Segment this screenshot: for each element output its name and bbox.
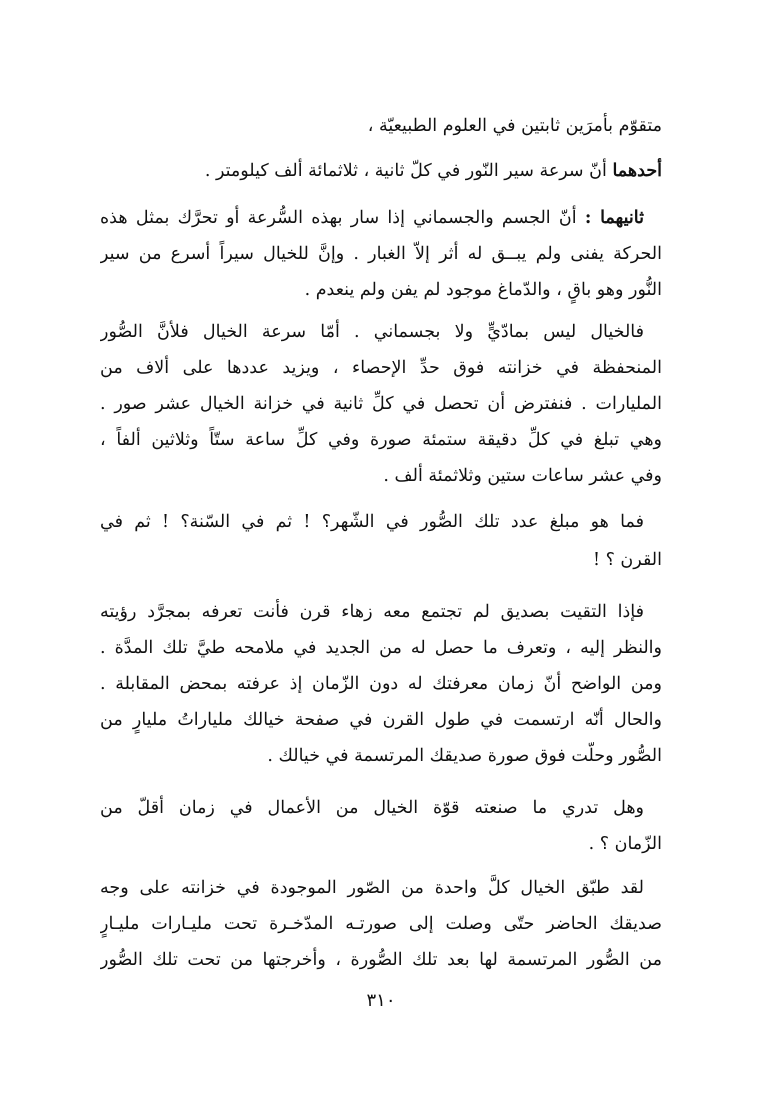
- text-span: أنّ سرعة سير النّور في كلّ ثانية ، ثلاثمائة ألف كيلومتر .: [204, 161, 607, 181]
- text-line: النُّور وهو باقٍ ، والدّماغ موجود لم يفن ولم ينعدم .: [304, 280, 662, 300]
- text-line: والحال أنّه ارتسمت في طول القرن في صفحة خيالك ملياراتُ مليارٍ من: [100, 710, 662, 730]
- text-line: وهل تدري ما صنعته قوّة الخيال من الأعمال في زمان أقلّ من: [100, 798, 644, 818]
- text-line: صديقك الحاضر حتّى وصلت إلى صورتـه المدّخـرة تحت مليـارات مليـارٍ: [100, 914, 662, 934]
- text-line: لقد طبّق الخيال كلَّ واحدة من الصّور الموجودة في خزانته على وجه: [100, 878, 644, 898]
- text-line: فما هو مبلغ عدد تلك الصُّور في الشّهر؟ ! ثم في السّنة؟ ! ثم في: [100, 512, 644, 532]
- text-line: المنحفظة في خزانته فوق حدِّ الإحصاء ، ويزيد عددها على ألاف من: [100, 358, 662, 378]
- page-number: ٣١٠: [366, 990, 396, 1011]
- text-span: أنّ الجسم والجسماني إذا سار بهذه السُّرعة أو تحرَّك بمثل هذه: [100, 208, 577, 228]
- text-line: فإذا التقيت بصديق لم تجتمع معه زهاء قرن فأنت تعرفه بمجرَّد رؤيته: [100, 602, 644, 622]
- text-line: ومن الواضح أنّ زمان معرفتك له دون الزّمان إذ عرفته بمحض المقابلة .: [100, 674, 662, 694]
- text-line: الصُّور وحلّت فوق صورة صديقك المرتسمة في خيالك .: [267, 746, 662, 766]
- text-line: الحركة يفنى ولم يبــق له أثر إلاّ الغبار . وإنَّ للخيال سيراً أسرع من سير: [100, 244, 662, 264]
- lead-word: ثانيهما :: [584, 208, 644, 228]
- text-line: [100, 157, 662, 185]
- lead-word: أحدهما: [612, 161, 662, 181]
- text-line: وهي تبلغ في كلِّ دقيقة ستمئة صورة وفي كلِّ ساعة ستّاً وثلاثين ألفاً ،: [100, 430, 662, 450]
- text-line: والنظر إليه ، وتعرف ما حصل له من الجديد في ملامحه طيَّ تلك المدَّة .: [100, 638, 662, 658]
- text-line: متقوّم بأمرَين ثابتين في العلوم الطبيعيّة ،: [367, 116, 662, 136]
- text-line: فالخيال ليس بمادّيٍّ ولا بجسماني . أمّا سرعة الخيال فلأنَّ الصُّور: [100, 322, 644, 342]
- text-line: الزّمان ؟ .: [588, 834, 662, 854]
- text-line: من الصُّور المرتسمة لها بعد تلك الصُّورة ، وأخرجتها من تحت تلك الصُّور: [100, 950, 662, 970]
- text-line: القرن ؟ !: [592, 550, 662, 570]
- text-line: وفي عشر ساعات ستين وثلاثمئة ألف .: [383, 466, 662, 486]
- text-line: المليارات . فنفترض أن تحصل في كلِّ ثانية في خزانة الخيال عشر صور .: [100, 394, 662, 414]
- text-line: [100, 204, 644, 232]
